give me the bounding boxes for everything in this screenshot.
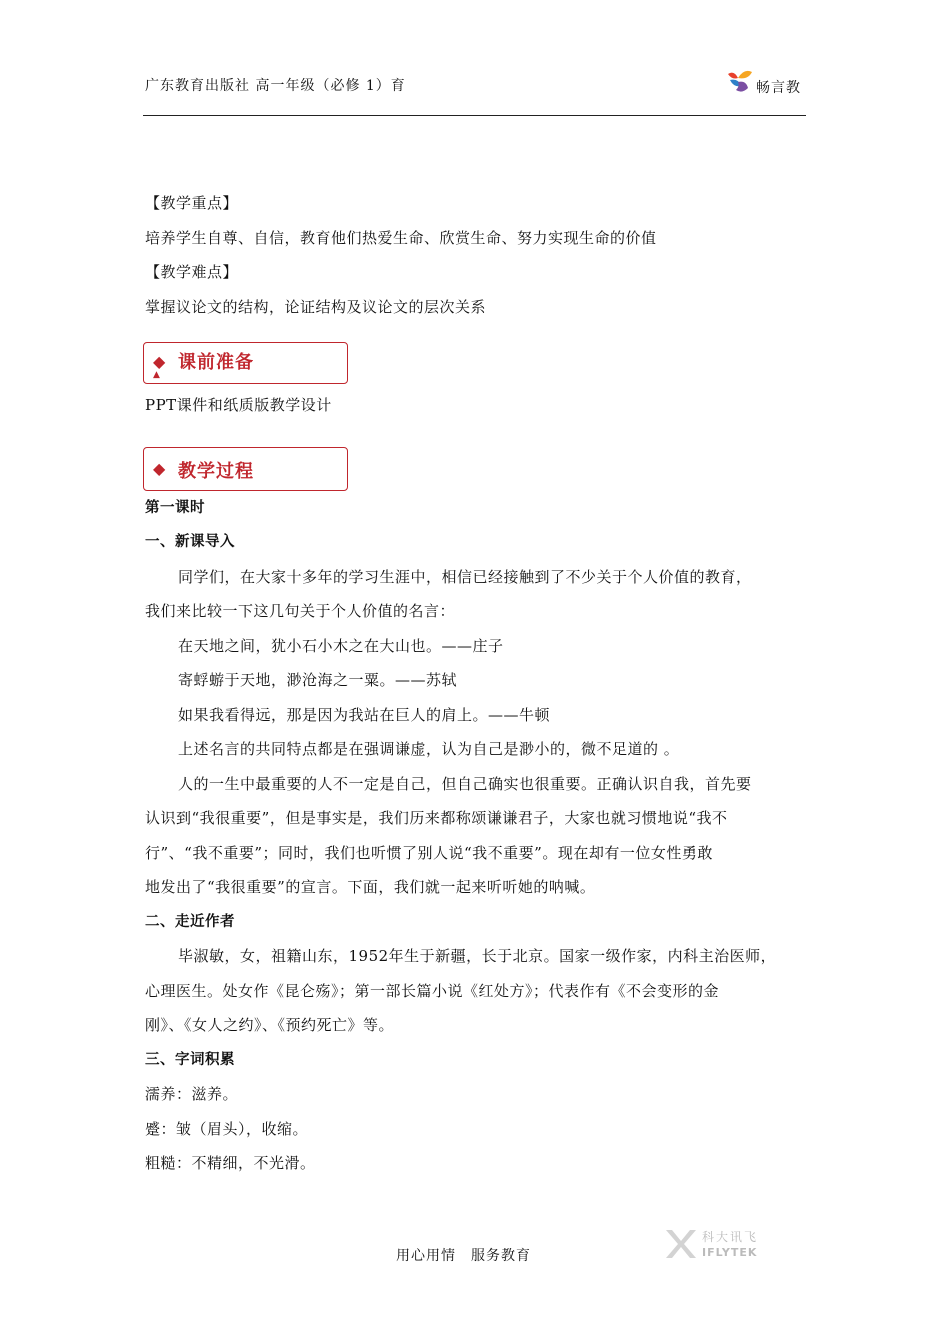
- key-points-text: 培养学生自尊、自信，教育他们热爱生命、欣赏生命、努力实现生命的价值: [145, 228, 657, 247]
- key-points-heading: 【教学重点】: [145, 194, 239, 212]
- quote-newton: 如果我看得远，那是因为我站在巨人的肩上。——牛顿: [178, 705, 551, 724]
- header-divider: [143, 115, 806, 116]
- footer-slogan: 用心用情 服务教育: [396, 1248, 531, 1264]
- quote-sushi: 寄蜉蝣于天地，渺沧海之一粟。——苏轼: [178, 671, 458, 689]
- section-1-para-3d: 地发出了“我很重要”的宣言。下面，我们就一起来听听她的呐喊。: [145, 878, 596, 896]
- process-section-box: [143, 447, 348, 491]
- section-2-title: 二、走近作者: [145, 913, 235, 930]
- diamond-icon: ◆: [153, 352, 166, 371]
- section-1-para-3c: 行”、“我不重要”；同时，我们也听惯了别人说“我不重要”。现在却有一位女性勇敢: [145, 843, 713, 862]
- section-1-para-3a: 人的一生中最重要的人不一定是自己，但自己确实也很重要。正确认识自我，首先要: [178, 774, 752, 793]
- vocab-item: 粗糙：不精细，不光滑。: [145, 1154, 316, 1172]
- section-1-para-1b: 我们来比较一下这几句关于个人价值的名言：: [145, 602, 456, 620]
- iflytek-x-icon: [662, 1226, 698, 1262]
- section-1-para-1a: 同学们，在大家十多年的学习生涯中，相信已经接触到了不少关于个人价值的教育，: [178, 567, 752, 586]
- header-publisher-text: 广东教育出版社 高一年级（必修 1）育: [145, 78, 406, 94]
- quote-zhuangzi: 在天地之间，犹小石小木之在大山也。——庄子: [178, 636, 504, 655]
- iflytek-cn-text: 科大讯飞: [702, 1230, 759, 1244]
- section-2-para-1a: 毕淑敏，女，祖籍山东，1952年生于新疆，长于北京。国家一级作家，内科主治医师，: [178, 947, 777, 965]
- header-brand: 畅言教: [756, 80, 801, 96]
- prep-section-title: 课前准备: [178, 352, 254, 373]
- caret-up-icon: ▲: [153, 370, 161, 380]
- section-1-para-2: 上述名言的共同特点都是在强调谦虚，认为自己是渺小的，微不足道的 。: [178, 740, 680, 758]
- difficult-points-text: 掌握议论文的结构，论证结构及议论文的层次关系: [145, 297, 487, 316]
- section-2-para-1b: 心理医生。处女作《昆仑殇》；第一部长篇小说《红处方》；代表作有《不会变形的金: [145, 981, 720, 1000]
- process-section-title: 教学过程: [178, 460, 254, 482]
- vocab-item: 蹙：皱（眉头），收缩。: [145, 1119, 309, 1138]
- iflytek-en-text: IFLYTEK: [702, 1246, 758, 1259]
- lesson-content: [145, 186, 810, 1181]
- difficult-points-heading: 【教学难点】: [145, 263, 239, 281]
- vocab-item: 濡养：滋养。: [145, 1085, 239, 1103]
- diamond-icon: ◆: [153, 458, 166, 478]
- prep-text: PPT课件和纸质版教学设计: [145, 396, 332, 414]
- section-1-title: 一、新课导入: [145, 534, 235, 550]
- iflytek-logo: [662, 1226, 774, 1266]
- section-3-title: 三、字词积累: [145, 1051, 235, 1068]
- section-2-para-1c: 刚》、《女人之约》、《预约死亡》等。: [145, 1016, 395, 1034]
- lesson-one-label: 第一课时: [145, 499, 205, 516]
- section-1-para-3b: 认识到“我很重要”，但是事实是，我们历来都称颂谦谦君子，大家也就习惯地说“我不: [145, 809, 728, 827]
- prep-section-box: [143, 342, 348, 384]
